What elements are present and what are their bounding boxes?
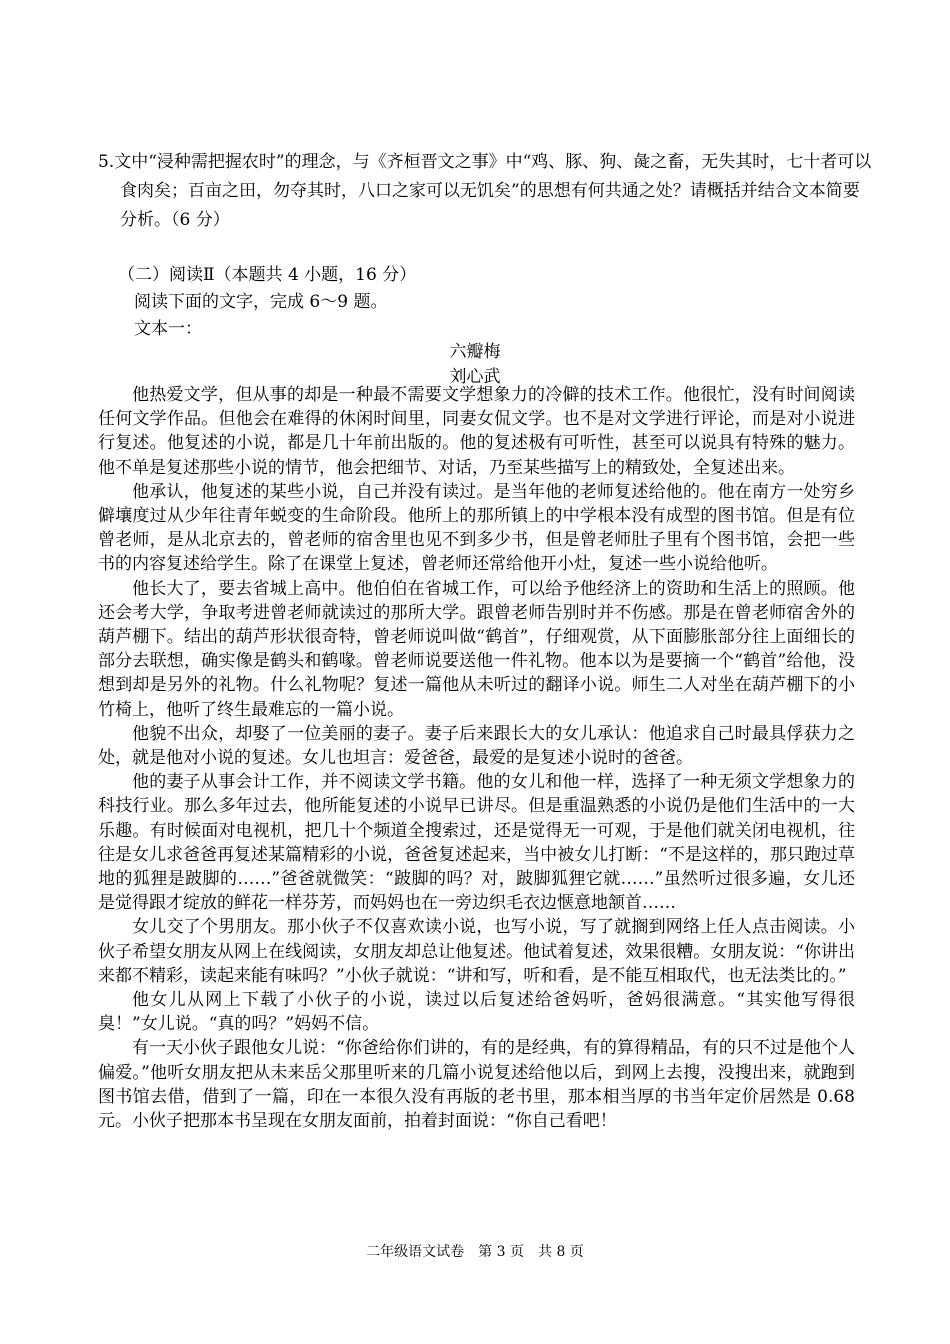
section-heading: （二）阅读Ⅱ（本题共 4 小题，16 分） bbox=[118, 265, 417, 285]
story-paragraph: 他女儿从网上下载了小伙子的小说，读过以后复述给爸妈听，爸妈很满意。“其实他写得很臭！”女儿说。“真的吗？”妈妈不信。 bbox=[98, 990, 855, 1035]
story-body bbox=[98, 383, 855, 1133]
story-paragraph: 他的妻子从事会计工作，并不阅读文学书籍。他的女儿和他一样，选择了一种无须文学想象力的科技行业。那么多年过去，他所能复述的小说早已讲尽。但是重温熟悉的小说仍是他们生活中的一大乐趣。有时候面对电视机，把几十个频道全搜索过，还是觉得无一可观，于是他们就关闭电视机，往往是女儿求爸爸再复述某篇精彩的小说，爸爸复述起来，当中被女儿打断：“不是这样的，那只跑过草地的狐狸是跛脚的……”爸爸就微笑：“跛脚的吗？对，跛脚狐狸它就……”虽然听过很多遍，女儿还是觉得跟才绽放的鲜花一样芬芳，而妈妈也在一旁边织毛衣边惬意地颔首…… bbox=[98, 772, 855, 914]
question-5 bbox=[98, 148, 873, 235]
story-author: 刘心武 bbox=[449, 367, 501, 387]
story-paragraph: 他承认，他复述的某些小说，自己并没有读过。是当年他的老师复述给他的。他在南方一处穷乡僻壤度过从少年往青年蜕变的生命阶段。他所上的那所镇上的中学根本没有成型的图书馆。但是有位曾老师，是从北京去的，曾老师的宿舍里也见不到多少书，但是曾老师肚子里有个图书馆，会把一些书的内容复述给学生。除了在课堂上复述，曾老师还常给他开小灶，复述一些小说给他听。 bbox=[98, 481, 855, 575]
story-title: 六瓣梅 bbox=[449, 342, 501, 362]
story-paragraph: 他貌不出众，却娶了一位美丽的妻子。妻子后来跟长大的女儿承认：他追求自己时最具俘获力之处，就是他对小说的复述。女儿也坦言：爱爸爸，最爱的是复述小说时的爸爸。 bbox=[98, 723, 855, 769]
story-paragraph: 有一天小伙子跟他女儿说：“你爸给你们讲的，有的是经典，有的算得精品，有的只不过是他个人偏爱。”他听女朋友把从未来岳父那里听来的几篇小说复述给他以后，到网上去搜，没搜出来，就跑到图书馆去借，借到了一篇，印在一本很久没有再版的老书里，那本相当厚的书当年定价居然是 0.68 元。小伙子把那本书呈现在女朋友面前，拍着封面说：“你自己看吧！ bbox=[98, 1038, 855, 1132]
section-instruction: 阅读下面的文字，完成 6～9 题。 bbox=[134, 292, 388, 312]
question-number: 5. bbox=[98, 152, 115, 172]
text-label: 文本一： bbox=[134, 319, 202, 339]
story-paragraph: 他长大了，要去省城上高中。他伯伯在省城工作，可以给予他经济上的资助和生活上的照顾。他还会考大学，争取考进曾老师就读过的那所大学。跟曾老师告别时并不伤感。那是在曾老师宿舍外的葫芦棚下。结出的葫芦形状很奇特，曾老师说叫做“鹤首”，仔细观赏，从下面膨胀部分往上面细长的部分去联想，确实像是鹤头和鹤喙。曾老师说要送他一件礼物。他本以为是要摘一个“鹤首”给他，没想到却是另外的礼物。什么礼物呢？复述一篇他从未听过的翻译小说。师生二人对坐在葫芦棚下的小竹椅上，他听了终生最难忘的一篇小说。 bbox=[98, 578, 855, 720]
story-paragraph: 他热爱文学，但从事的却是一种最不需要文学想象力的冷僻的技术工作。他很忙，没有时间阅读任何文学作品。但他会在难得的休闲时间里，同妻女侃文学。也不是对文学进行评论，而是对小说进行复述。他复述的小说，都是几十年前出版的。他的复述极有可听性，甚至可以说具有特殊的魅力。他不单是复述那些小说的情节，他会把细节、对话，乃至某些描写上的精致处，全复述出来。 bbox=[98, 385, 855, 478]
page-footer: 二年级语文试卷 第 3 页 共 8 页 bbox=[366, 1244, 584, 1260]
story-paragraph: 女儿交了个男朋友。那小伙子不仅喜欢读小说，也写小说，写了就搁到网络上任人点击阅读。小伙子希望女朋友从网上在线阅读，女朋友却总让他复述。他试着复述，效果很糟。女朋友说：“你讲出来都不精彩，读起来能有味吗？”小伙子就说：“讲和写，听和看，是不能互相取代，也无法类比的。” bbox=[98, 917, 855, 986]
question-text: 文中“浸种需把握农时”的理念，与《齐桓晋文之事》中“鸡、豚、狗、彘之畜，无失其时，七十者可以食肉矣；百亩之田，勿夺其时，八口之家可以无饥矣”的思想有何共通之处？请概括并结合文本简要分析。（6 分） bbox=[114, 152, 872, 230]
